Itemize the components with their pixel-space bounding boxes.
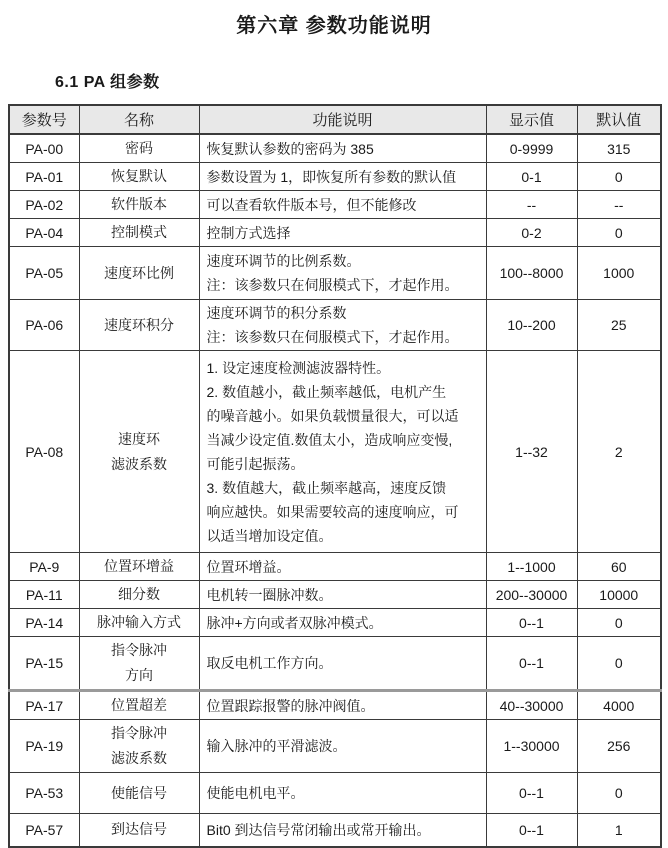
text-line: 位置环增益: [104, 558, 174, 574]
text-line: 滤波系数: [111, 455, 167, 472]
header-row: [9, 105, 661, 134]
param-cell: PA-9: [9, 553, 79, 581]
text-line: 注：该参数只在伺服模式下，才起作用。: [206, 277, 459, 293]
desc-cell: [199, 134, 486, 163]
desc-cell: [199, 191, 486, 219]
desc-cell: [199, 581, 486, 609]
desc-cell: [199, 247, 486, 300]
table-header: [9, 105, 661, 134]
default-value-cell: 0: [577, 637, 661, 691]
desc-cell: [199, 163, 486, 191]
default-value-cell: 4000: [577, 691, 661, 720]
param-table-body: [9, 134, 661, 847]
param-cell: PA-06: [9, 300, 79, 351]
parameter-table: [8, 104, 662, 848]
text-line: 响应越快。如果需要较高的速度响应，可: [206, 503, 459, 520]
text-line: 位置环增益。: [206, 558, 291, 575]
display-value-cell: 10--200: [486, 300, 577, 351]
name-cell: [79, 247, 199, 300]
desc-cell: [199, 553, 486, 581]
default-value-cell: 0: [577, 609, 661, 637]
text-line: 指令脉冲: [111, 642, 167, 658]
text-line: 滤波系数: [111, 750, 167, 766]
name-cell: [79, 773, 199, 814]
param-cell: PA-14: [9, 609, 79, 637]
param-cell: PA-11: [9, 581, 79, 609]
column-header: 默认值: [577, 105, 661, 134]
param-cell: PA-04: [9, 219, 79, 247]
param-cell: PA-08: [9, 351, 79, 553]
name-cell: [79, 609, 199, 637]
default-value-cell: --: [577, 191, 661, 219]
text-line: 速度环积分: [104, 316, 174, 333]
text-line: 速度环调节的比例系数。: [206, 253, 361, 269]
text-line: 可以查看软件版本号，但不能修改: [206, 196, 417, 213]
text-line: 速度环调节的积分系数: [206, 305, 347, 321]
param-cell: PA-53: [9, 773, 79, 814]
name-cell: [79, 300, 199, 351]
table-row: [9, 637, 661, 691]
table-row: [9, 553, 661, 581]
param-cell: PA-19: [9, 720, 79, 773]
display-value-cell: 0--1: [486, 814, 577, 847]
text-line: 指令脉冲: [111, 725, 167, 741]
text-line: 方向: [125, 667, 153, 683]
text-line: 到达信号: [111, 821, 167, 838]
column-header: 功能说明: [199, 105, 486, 134]
text-line: 输入脉冲的平滑滤波。: [206, 738, 347, 754]
display-value-cell: 0-2: [486, 219, 577, 247]
column-header: 参数号: [9, 105, 79, 134]
display-value-cell: 100--8000: [486, 247, 577, 300]
text-line: 位置超差: [111, 697, 167, 713]
desc-cell: [199, 720, 486, 773]
desc-cell: [199, 609, 486, 637]
display-value-cell: 0--1: [486, 637, 577, 691]
text-line: 脉冲输入方式: [97, 614, 181, 630]
text-line: 恢复默认参数的密码为 385: [206, 140, 374, 157]
display-value-cell: 0-9999: [486, 134, 577, 163]
display-value-cell: 1--30000: [486, 720, 577, 773]
display-value-cell: 0--1: [486, 773, 577, 814]
desc-cell: [199, 773, 486, 814]
param-cell: PA-05: [9, 247, 79, 300]
name-cell: [79, 720, 199, 773]
default-value-cell: 0: [577, 773, 661, 814]
display-value-cell: 40--30000: [486, 691, 577, 720]
text-line: 2. 数值越小，截止频率越低，电机产生: [206, 383, 447, 400]
table-row: [9, 191, 661, 219]
name-cell: [79, 134, 199, 163]
param-cell: PA-02: [9, 191, 79, 219]
param-cell: PA-15: [9, 637, 79, 691]
default-value-cell: 60: [577, 553, 661, 581]
text-line: 脉冲+方向或者双脉冲模式。: [206, 614, 383, 631]
display-value-cell: 1--1000: [486, 553, 577, 581]
text-line: 密码: [125, 140, 153, 156]
param-cell: PA-00: [9, 134, 79, 163]
name-cell: [79, 351, 199, 553]
table-row: [9, 351, 661, 553]
default-value-cell: 0: [577, 219, 661, 247]
name-cell: [79, 191, 199, 219]
name-cell: [79, 637, 199, 691]
table-row: [9, 247, 661, 300]
name-cell: [79, 814, 199, 847]
name-cell: [79, 581, 199, 609]
default-value-cell: 1000: [577, 247, 661, 300]
default-value-cell: 256: [577, 720, 661, 773]
text-line: 取反电机工作方向。: [206, 655, 333, 671]
column-header: 显示值: [486, 105, 577, 134]
table-row: [9, 300, 661, 351]
display-value-cell: 200--30000: [486, 581, 577, 609]
text-line: 软件版本: [111, 196, 167, 212]
table-row: [9, 773, 661, 814]
section-heading: 6.1 PA 组参数: [55, 74, 160, 91]
text-line: 1. 设定速度检测滤波器特性。: [206, 359, 391, 376]
text-line: 位置跟踪报警的脉冲阀值。: [206, 697, 375, 714]
chapter-title: 第六章 参数功能说明: [236, 15, 432, 37]
default-value-cell: 315: [577, 134, 661, 163]
name-cell: [79, 163, 199, 191]
desc-cell: [199, 637, 486, 691]
desc-cell: [199, 814, 486, 847]
name-cell: [79, 691, 199, 720]
table-row: [9, 134, 661, 163]
text-line: 速度环比例: [104, 264, 174, 281]
table-row: [9, 814, 661, 847]
display-value-cell: 0--1: [486, 609, 577, 637]
name-cell: [79, 219, 199, 247]
text-line: 注：该参数只在伺服模式下，才起作用。: [206, 329, 459, 345]
table-row: [9, 609, 661, 637]
text-line: 的噪音越小。如果负载惯量很大，可以适: [206, 407, 459, 424]
default-value-cell: 10000: [577, 581, 661, 609]
default-value-cell: 0: [577, 163, 661, 191]
table-row: [9, 219, 661, 247]
param-cell: PA-17: [9, 691, 79, 720]
table-row: [9, 581, 661, 609]
desc-cell: [199, 351, 486, 553]
table-row: [9, 163, 661, 191]
param-cell: PA-01: [9, 163, 79, 191]
column-header: 名称: [79, 105, 199, 134]
default-value-cell: 25: [577, 300, 661, 351]
desc-cell: [199, 300, 486, 351]
desc-cell: [199, 219, 486, 247]
text-line: 控制方式选择: [206, 224, 291, 241]
default-value-cell: 1: [577, 814, 661, 847]
text-line: 3. 数值越大，截止频率越高，速度反馈: [206, 479, 447, 496]
default-value-cell: 2: [577, 351, 661, 553]
text-line: 速度环: [118, 430, 160, 447]
param-cell: PA-57: [9, 814, 79, 847]
name-cell: [79, 553, 199, 581]
table-row: [9, 720, 661, 773]
display-value-cell: 0-1: [486, 163, 577, 191]
text-line: 可能引起振荡。: [206, 455, 305, 472]
text-line: 电机转一圈脉冲数。: [206, 586, 333, 603]
text-line: 当减少设定值.数值太小，造成响应变慢,: [206, 431, 453, 448]
text-line: 使能信号: [111, 784, 167, 801]
text-line: 以适当增加设定值。: [206, 527, 333, 544]
text-line: 参数设置为 1，即恢复所有参数的默认值: [206, 168, 457, 185]
display-value-cell: --: [486, 191, 577, 219]
display-value-cell: 1--32: [486, 351, 577, 553]
text-line: Bit0 到达信号常闭输出或常开输出。: [206, 821, 431, 838]
text-line: 细分数: [118, 586, 160, 602]
table-row: [9, 691, 661, 720]
text-line: 控制模式: [111, 224, 167, 240]
text-line: 恢复默认: [111, 168, 167, 184]
text-line: 使能电机电平。: [206, 785, 305, 801]
desc-cell: [199, 691, 486, 720]
